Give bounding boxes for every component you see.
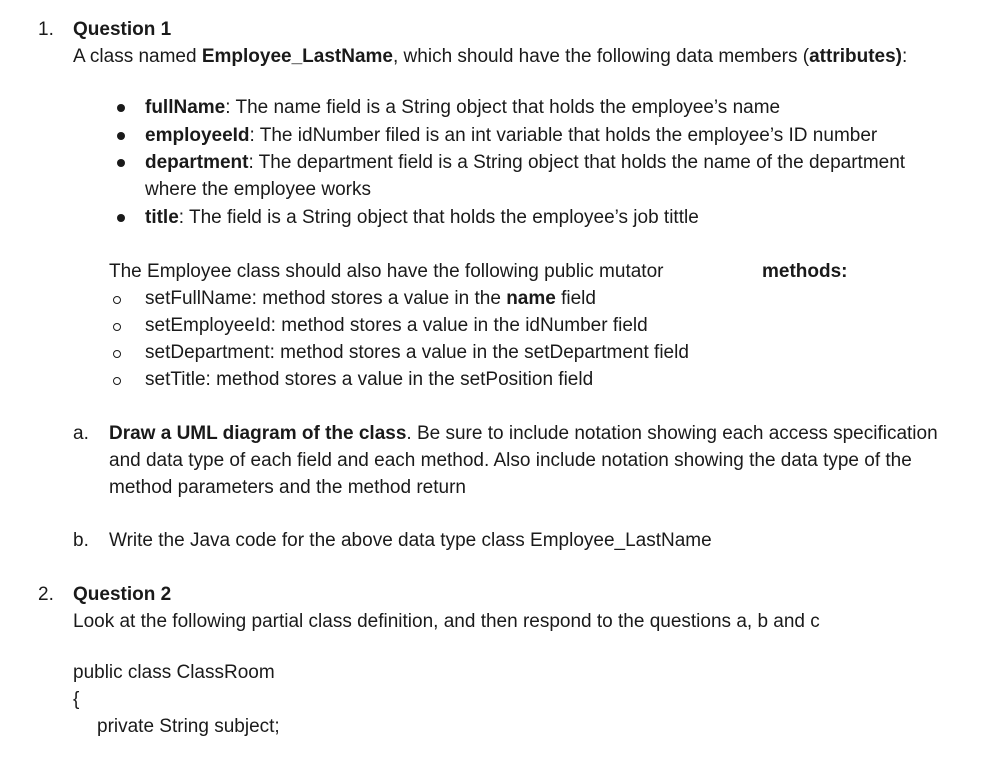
bullet-icon xyxy=(117,214,125,222)
attribute-term: title xyxy=(145,207,179,228)
part-b-marker: b. xyxy=(73,530,89,551)
q1-intro-mid: , which should have the following data members ( xyxy=(393,46,810,67)
attribute-item-employeeid xyxy=(145,124,877,148)
code-line-open-brace: { xyxy=(73,689,80,710)
code-line-field: private String subject; xyxy=(97,716,280,737)
bullet-icon xyxy=(117,159,125,167)
part-a-rest: . Be sure to include notation showing each access specification xyxy=(406,423,938,444)
attribute-desc: : The name field is a String object that holds the employee’s name xyxy=(225,97,781,118)
part-a-line1 xyxy=(109,422,938,446)
attribute-item-department xyxy=(145,151,905,175)
mutator-item-setemployeeid: setEmployeeId: method stores a value in the idNumber field xyxy=(145,315,648,336)
q2-number: 2. xyxy=(38,584,54,605)
circle-bullet-icon xyxy=(113,377,121,385)
class-name: Employee_LastName xyxy=(201,46,393,67)
part-a-bold: Draw a UML diagram of the class xyxy=(109,423,407,444)
bullet-icon xyxy=(117,104,125,112)
attribute-item-fullname xyxy=(145,96,780,120)
part-a-line2: and data type of each field and each method. Also include notation showing the data type of the xyxy=(109,450,912,471)
q1-intro-post: : xyxy=(902,46,908,67)
attribute-item-title xyxy=(145,206,699,230)
mutator-text-post: field xyxy=(555,288,596,309)
q2-title: Question 2 xyxy=(73,584,172,605)
attribute-desc: : The idNumber filed is an int variable that holds the employee’s ID number xyxy=(249,125,878,146)
attribute-term: employeeId xyxy=(145,125,250,146)
q2-intro: Look at the following partial class definition, and then respond to the questions a, b and c xyxy=(73,611,820,632)
bullet-icon xyxy=(117,132,125,140)
mutator-bold: name xyxy=(506,288,556,309)
attribute-desc: : The field is a String object that holds the employee’s job tittle xyxy=(178,207,699,228)
circle-bullet-icon xyxy=(113,296,121,304)
attribute-term: fullName xyxy=(145,97,226,118)
q1-number: 1. xyxy=(38,19,54,40)
attribute-desc: : The department field is a String object that holds the name of the department xyxy=(248,152,906,173)
mutator-intro: The Employee class should also have the following public mutator xyxy=(109,261,664,282)
mutator-item-setfullname xyxy=(145,287,596,311)
mutator-item-setdepartment: setDepartment: method stores a value in the setDepartment field xyxy=(145,342,689,363)
q1-intro-pre: A class named xyxy=(73,46,202,67)
circle-bullet-icon xyxy=(113,350,121,358)
part-a-marker: a. xyxy=(73,423,89,444)
part-b-text: Write the Java code for the above data type class Employee_LastName xyxy=(109,530,712,551)
mutator-methods-word: methods: xyxy=(762,261,848,282)
attribute-desc-continued: where the employee works xyxy=(145,179,371,200)
mutator-text: setFullName: method stores a value in the xyxy=(145,288,507,309)
q1-title: Question 1 xyxy=(73,19,172,40)
q1-intro xyxy=(73,45,907,69)
attributes-word: attributes) xyxy=(809,46,903,67)
attribute-term: department xyxy=(145,152,249,173)
code-line-class-decl: public class ClassRoom xyxy=(73,662,275,683)
part-a-line3: method parameters and the method return xyxy=(109,477,466,498)
circle-bullet-icon xyxy=(113,323,121,331)
mutator-item-settitle: setTitle: method stores a value in the setPosition field xyxy=(145,369,594,390)
